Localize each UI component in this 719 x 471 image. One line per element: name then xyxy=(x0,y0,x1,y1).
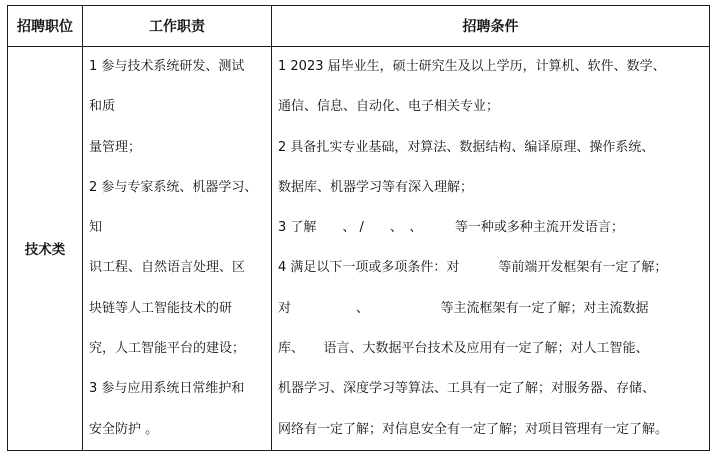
duty-line: 识工程、自然语言处理、区 xyxy=(89,260,246,276)
requirement-line: 1 2023 届毕业生，硕士研究生及以上学历，计算机、软件、数学、 xyxy=(278,59,666,74)
header-position: 招聘职位 xyxy=(8,6,83,47)
requirement-line: 网络有一定了解；对信息安全有一定了解；对项目管理有一定了解。 xyxy=(278,421,669,437)
requirement-line: 库、 语言、大数据平台技术及应用有一定了解；对人工智能、 xyxy=(278,341,649,357)
duty-line: 安全防护 。 xyxy=(89,421,159,437)
requirement-line: 机器学习、深度学习等算法、工具有一定了解；对服务器、存储、 xyxy=(278,381,656,397)
duties-cell xyxy=(83,47,272,451)
table-row xyxy=(8,47,710,451)
duty-line: 2 参与专家系统、机器学习、 xyxy=(89,179,258,195)
duty-line: 块链等人工智能技术的研 xyxy=(89,300,233,316)
requirement-line: 2 具备扎实专业基础，对算法、数据结构、编译原理、操作系统、 xyxy=(278,139,655,155)
duty-line: 量管理； xyxy=(89,139,142,155)
requirement-line: 通信、信息、自动化、电子相关专业； xyxy=(278,99,500,115)
duty-line: 1 参与技术系统研发、测试 xyxy=(89,59,245,74)
requirements-cell xyxy=(272,47,710,451)
duty-line: 3 参与应用系统日常维护和 xyxy=(89,381,245,397)
header-row xyxy=(8,6,710,47)
requirement-line: 4 满足以下一项或多项条件：对 等前端开发框架有一定了解； xyxy=(278,260,668,276)
requirement-line: 对 、 等主流框架有一定了解；对主流数据 xyxy=(278,300,649,316)
header-duties: 工作职责 xyxy=(83,6,272,47)
requirement-line: 3 了解 、 / 、 、 等一种或多种主流开发语言； xyxy=(278,220,624,236)
duty-line: 究，人工智能平台的建设； xyxy=(89,341,246,357)
recruitment-table xyxy=(7,5,710,451)
position-cell: 技术类 xyxy=(8,47,83,451)
duty-line: 知 xyxy=(89,220,103,236)
duty-line: 和质 xyxy=(89,99,116,115)
requirement-line: 数据库、机器学习等有深入理解； xyxy=(278,179,474,195)
header-requirements: 招聘条件 xyxy=(272,6,710,47)
